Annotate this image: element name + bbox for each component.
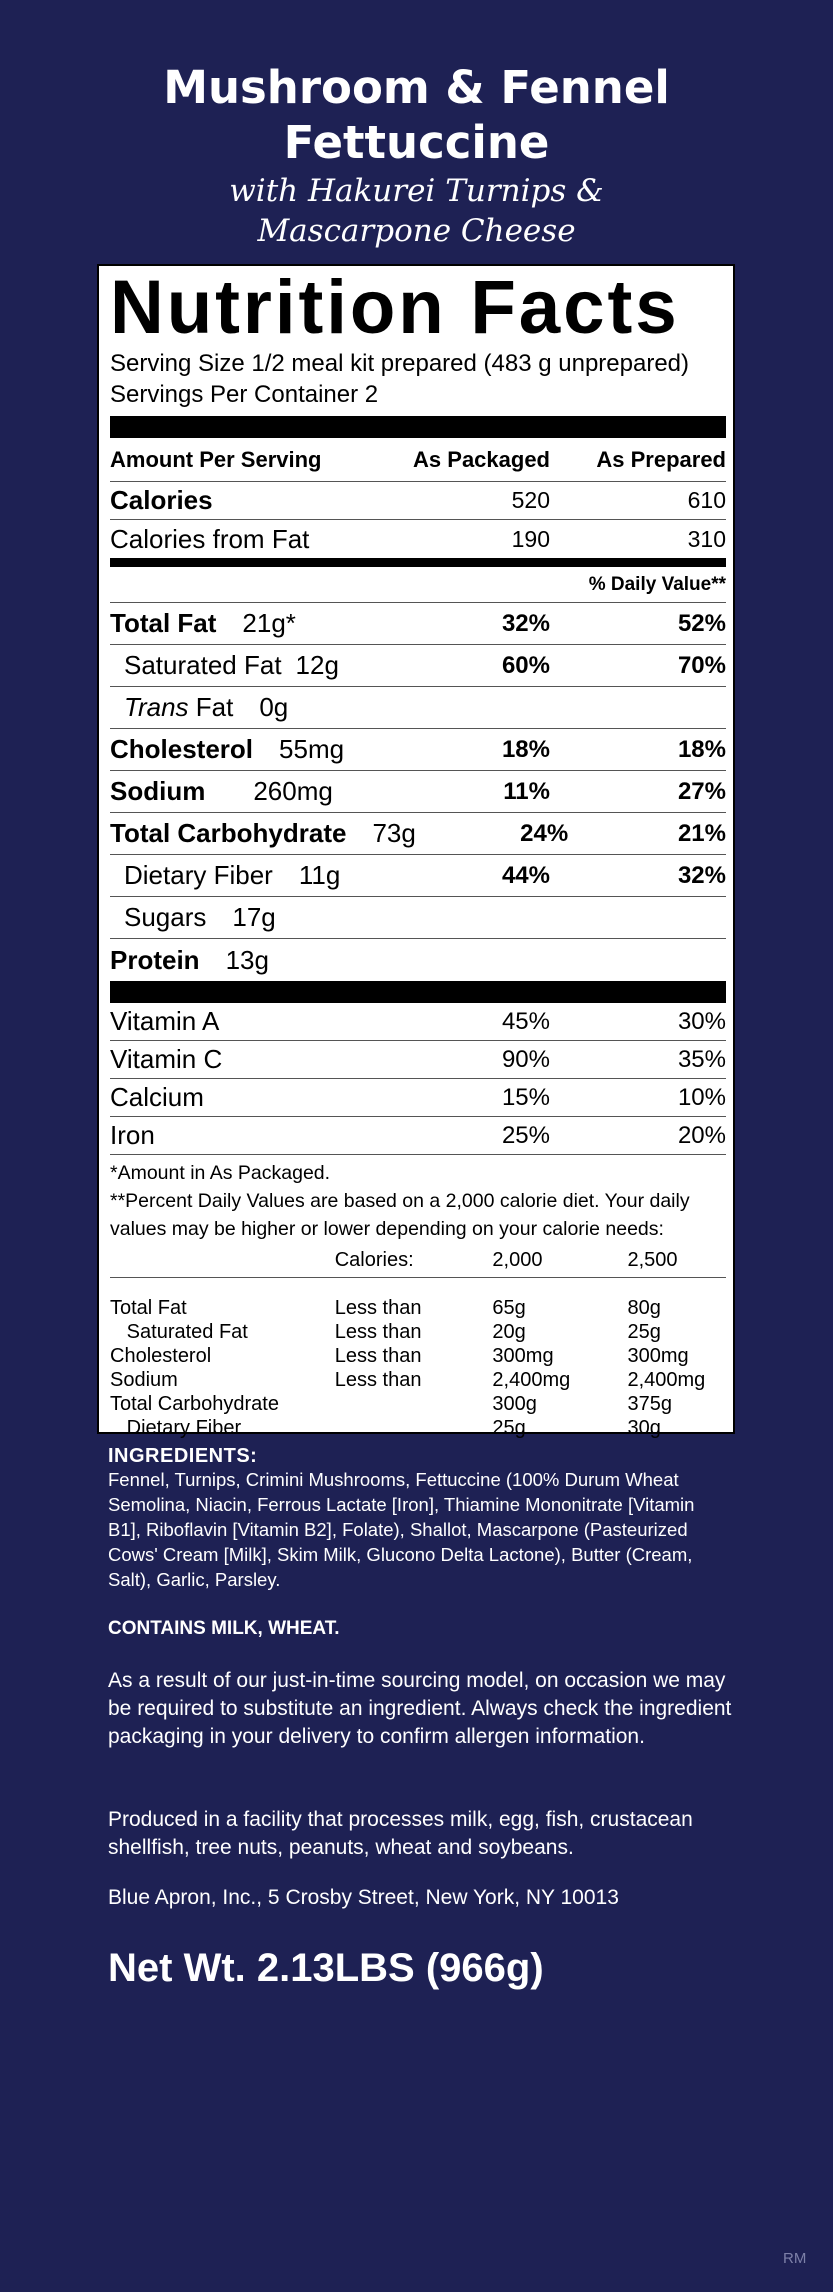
nutrient-name: Total Carbohydrate	[110, 818, 347, 848]
nutrient-packaged: 44%	[501, 861, 550, 889]
as-prepared-header: As Prepared	[596, 446, 726, 472]
nutrient-amount: 260mg	[253, 776, 333, 806]
nutrient-packaged: 18%	[501, 735, 550, 763]
nutrient-packaged: 24%	[520, 819, 569, 847]
daily-value-header	[110, 567, 726, 603]
dv-row-name: Dietary Fiber	[110, 1417, 242, 1439]
nutrient-name: Sodium	[110, 776, 206, 806]
calories-packaged: 520	[511, 487, 550, 513]
serving-size: Serving Size 1/2 meal kit prepared (483 g unprepared)	[110, 350, 689, 377]
dv-row-limit: Less than	[334, 1345, 422, 1367]
dv-row	[110, 1344, 726, 1368]
dv-row-2500: 375g	[627, 1393, 672, 1415]
nutrition-facts-title: Nutrition Facts	[110, 265, 680, 350]
daily-value-table	[110, 1296, 726, 1440]
nutrient-amount: 11g	[298, 860, 341, 890]
nutrient-row-total-fat	[110, 603, 726, 645]
nutrient-packaged: 11%	[503, 777, 550, 805]
nutrient-name: Trans	[124, 692, 189, 722]
calories-from-fat-prepared: 310	[687, 525, 726, 552]
nutrient-row-trans-fat	[110, 687, 726, 729]
ingredients-text: Fennel, Turnips, Crimini Mushrooms, Fettuccine (100% Durum Wheat Semolina, Niacin, Ferrous Lactate [Iron], Thiamine Mononitrate [Vitamin B1], Riboflavin [Vitamin B2], Folate), Shallot, Mascarpone (Pasteurized Cows' Cream [Milk], Skim Milk, Glucono Delta Lactone), Butter (Cream, Salt), Garlic, Parsley.	[108, 1469, 695, 1590]
vitamin-row-calcium	[110, 1079, 726, 1117]
divider-thick-vitamins	[110, 981, 726, 1003]
dv-row	[110, 1320, 726, 1344]
dv-row-name: Cholesterol	[110, 1345, 212, 1367]
dv-row	[110, 1368, 726, 1392]
nutrient-row-saturated-fat	[110, 645, 726, 687]
nutrient-amount: 13g	[225, 944, 269, 975]
product-title-line1: Mushroom & Fennel	[163, 61, 670, 114]
dv-calories-label: Calories:	[334, 1248, 414, 1271]
dv-row	[110, 1416, 726, 1440]
allergen-statement: CONTAINS MILK, WHEAT.	[108, 1618, 340, 1639]
nutrient-prepared: 32%	[677, 861, 726, 889]
nutrient-name: Protein	[110, 944, 200, 975]
nutrient-name-suffix: Fat	[188, 692, 234, 722]
dv-row-2000: 20g	[492, 1321, 526, 1343]
dv-row-name: Total Fat	[110, 1297, 187, 1319]
product-title-line2: Fettuccine	[283, 116, 550, 169]
vitamin-name: Iron	[110, 1120, 155, 1150]
ingredients-heading: INGREDIENTS:	[108, 1445, 258, 1467]
dv-row-2000: 300mg	[492, 1345, 554, 1367]
footnote-packaged: *Amount in As Packaged.	[110, 1162, 331, 1184]
dv-row-2500: 80g	[627, 1297, 661, 1319]
vitamin-row-iron	[110, 1117, 726, 1155]
nutrient-row-sugars	[110, 897, 726, 939]
dv-row-name: Saturated Fat	[110, 1321, 248, 1343]
nutrient-name: Sugars	[124, 902, 207, 932]
nutrient-row-protein	[110, 939, 726, 981]
nutrient-amount: 73g	[372, 818, 416, 848]
as-packaged-header: As Packaged	[413, 446, 550, 472]
nutrition-facts-label	[97, 264, 735, 1439]
nutrient-name: Saturated Fat	[124, 650, 282, 680]
vitamin-packaged: 15%	[501, 1083, 550, 1111]
nutrient-name: Dietary Fiber	[124, 860, 273, 890]
product-subtitle-line1: with Hakurei Turnips &	[229, 173, 604, 209]
servings-per-container: Servings Per Container 2	[110, 381, 379, 408]
nutrient-prepared: 70%	[677, 651, 726, 679]
vitamin-prepared: 30%	[677, 1007, 726, 1035]
nutrient-packaged: 60%	[501, 651, 550, 679]
footnotes	[110, 1155, 726, 1243]
nutrient-amount: 17g	[232, 902, 276, 932]
footnote-daily-values: **Percent Daily Values are based on a 2,000 calorie diet. Your daily values may be higher or lower depending on your calorie needs:	[110, 1190, 690, 1240]
dv-row-limit	[335, 1416, 493, 1440]
vitamin-name: Vitamin A	[110, 1006, 220, 1036]
dv-row-limit: Less than	[334, 1297, 422, 1319]
net-weight: Net Wt. 2.13LBS (966g)	[108, 1946, 544, 1990]
dv-row-2500: 30g	[627, 1417, 661, 1439]
calories-from-fat-packaged: 190	[511, 525, 550, 552]
divider-medium	[110, 558, 726, 567]
dv-row	[110, 1296, 726, 1320]
dv-row-2000: 2,400mg	[492, 1369, 571, 1391]
nutrient-prepared: 52%	[677, 609, 726, 637]
nutrient-amount: 55mg	[279, 734, 345, 764]
dv-calories-2500: 2,500	[627, 1248, 678, 1271]
nutrient-prepared: 21%	[677, 819, 726, 847]
vitamin-packaged: 90%	[501, 1045, 550, 1073]
nutrient-amount: 0g	[259, 692, 289, 722]
divider-thick	[110, 416, 726, 438]
vitamin-name: Calcium	[110, 1082, 204, 1112]
nutrient-prepared: 27%	[677, 777, 726, 805]
vitamin-prepared: 20%	[677, 1121, 726, 1149]
dv-row	[110, 1392, 726, 1416]
calories-from-fat-label: Calories from Fat	[110, 523, 310, 554]
nutrient-row-total-carbohydrate	[110, 813, 726, 855]
daily-value-calories-row	[110, 1243, 726, 1278]
corner-mark: RM	[783, 2250, 807, 2267]
nutrient-row-cholesterol	[110, 729, 726, 771]
daily-value-header-text: % Daily Value**	[588, 573, 726, 595]
nutrient-prepared: 18%	[677, 735, 726, 763]
calories-from-fat-row	[110, 520, 726, 558]
nutrient-name: Cholesterol	[110, 734, 254, 764]
column-header-row	[110, 438, 726, 482]
nutrient-packaged: 32%	[501, 609, 550, 637]
dv-row-name: Sodium	[110, 1369, 178, 1391]
dv-row-2000: 65g	[492, 1297, 526, 1319]
product-subtitle-line2: Mascarpone Cheese	[257, 213, 576, 249]
calories-row	[110, 482, 726, 520]
sourcing-notice: As a result of our just-in-time sourcing model, on occasion we may be required to substitute an ingredient. Always check the ingredient packaging in your delivery to confirm allergen information.	[108, 1669, 732, 1748]
nutrient-row-dietary-fiber	[110, 855, 726, 897]
calories-prepared: 610	[687, 487, 726, 513]
vitamin-row-c	[110, 1041, 726, 1079]
dv-row-2000: 25g	[492, 1417, 526, 1439]
dv-row-2500: 25g	[627, 1321, 661, 1343]
dv-row-limit: Less than	[334, 1369, 422, 1391]
vitamin-prepared: 10%	[677, 1083, 726, 1111]
product-title-block	[0, 60, 833, 250]
dv-calories-2000: 2,000	[492, 1248, 543, 1271]
vitamin-packaged: 25%	[501, 1121, 550, 1149]
dv-row-2500: 2,400mg	[627, 1369, 706, 1391]
facility-notice: Produced in a facility that processes milk, egg, fish, crustacean shellfish, tree nuts, peanuts, wheat and soybeans.	[108, 1808, 693, 1859]
nutrient-amount: 12g	[295, 650, 339, 680]
amount-per-serving-header: Amount Per Serving	[110, 446, 322, 472]
vitamin-name: Vitamin C	[110, 1044, 223, 1074]
calories-label: Calories	[110, 485, 213, 515]
vitamin-row-a	[110, 1003, 726, 1041]
nutrient-row-sodium	[110, 771, 726, 813]
dv-row-2500: 300mg	[627, 1345, 689, 1367]
nutrient-amount: 21g*	[242, 608, 296, 638]
dv-row-limit: Less than	[334, 1321, 422, 1343]
vitamin-packaged: 45%	[501, 1007, 550, 1035]
dv-row-name: Total Carbohydrate	[110, 1393, 279, 1415]
vitamin-prepared: 35%	[677, 1045, 726, 1073]
dv-row-limit	[335, 1392, 493, 1416]
company-address: Blue Apron, Inc., 5 Crosby Street, New York, NY 10013	[108, 1886, 619, 1909]
nutrient-name: Total Fat	[110, 608, 217, 638]
dv-row-2000: 300g	[492, 1393, 537, 1415]
